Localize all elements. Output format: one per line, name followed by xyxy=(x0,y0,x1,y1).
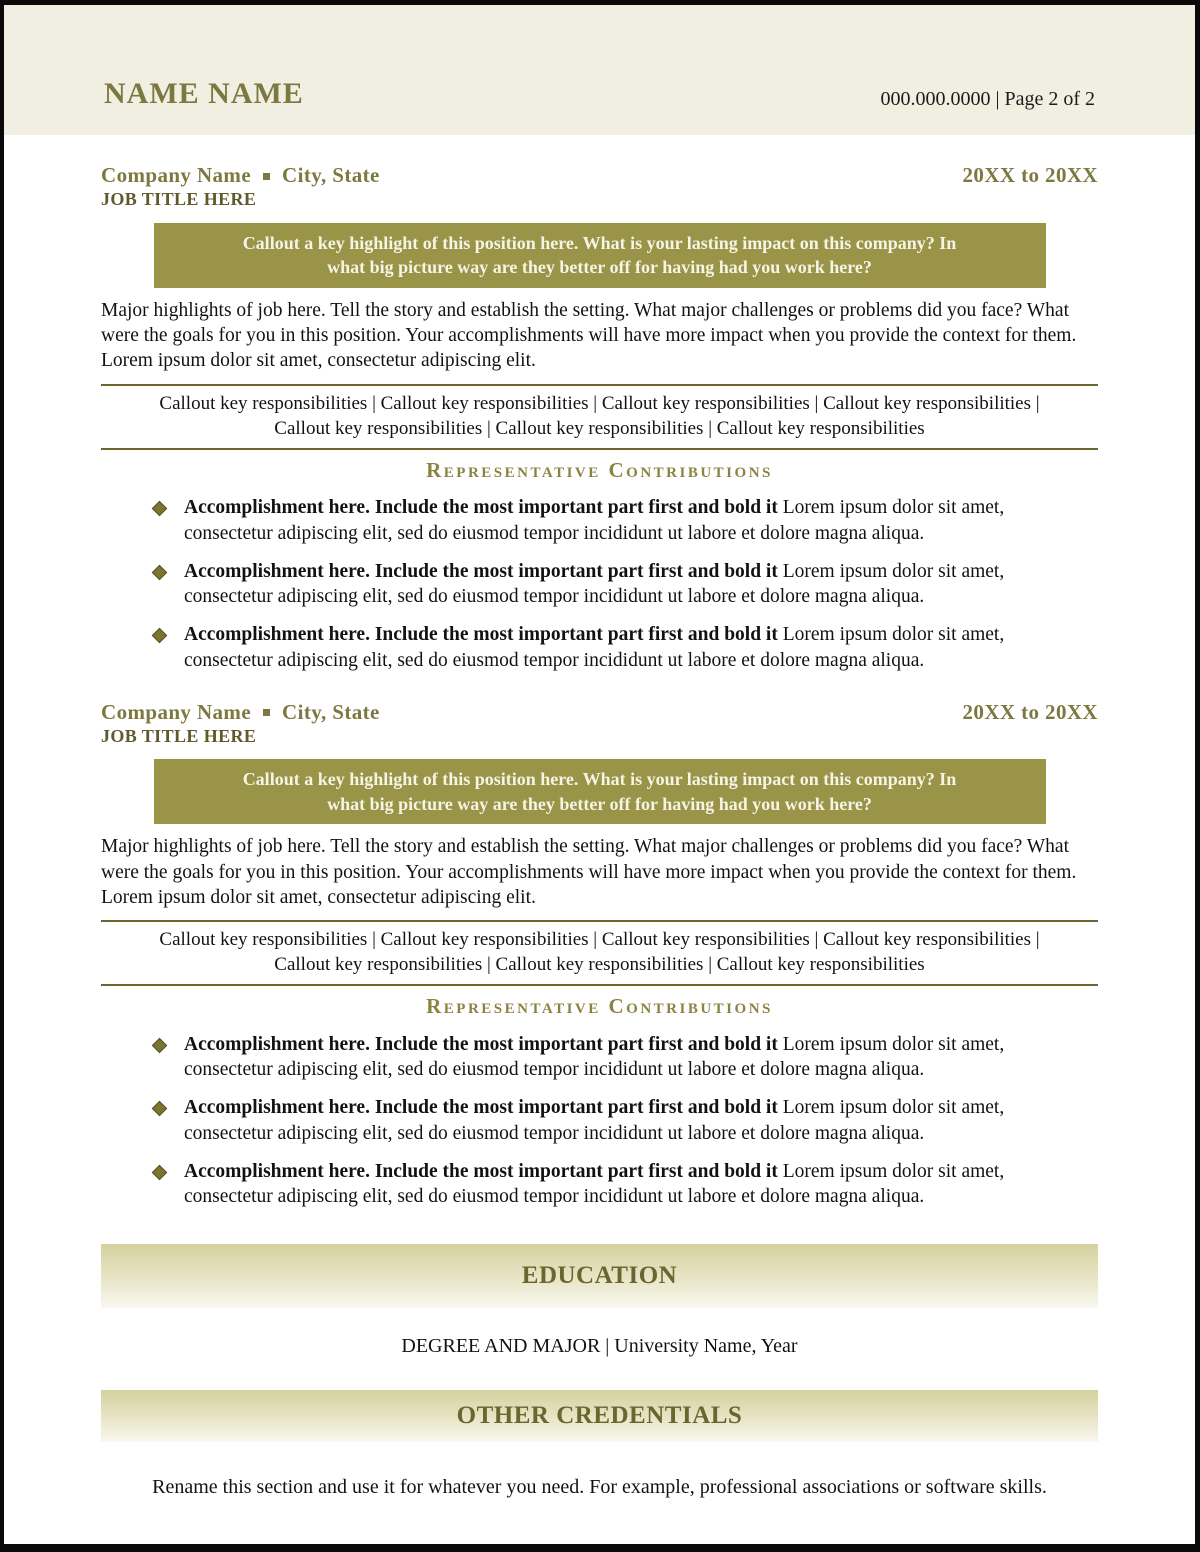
key-responsibilities-block xyxy=(101,384,1098,450)
accomplishment-item xyxy=(101,622,1098,673)
square-separator-icon xyxy=(263,709,270,716)
education-heading: EDUCATION xyxy=(521,1262,678,1290)
other-credentials-section-banner xyxy=(101,1390,1098,1442)
accomplishment-item xyxy=(101,1095,1098,1146)
callout-line-2: what big picture way are they better off for having had you work here? xyxy=(327,793,872,814)
company-location xyxy=(101,700,380,724)
accomplishment-bold-text: Accomplishment here. Include the most important part first and bold it xyxy=(184,560,778,582)
accomplishment-body-text: Lorem ipsum dolor sit amet, consectetur adipiscing elit, sed do eiusmod tempor incididunt ut labore et dolore magna aliqua. xyxy=(184,1033,1005,1081)
job-entry-1 xyxy=(101,163,1098,674)
accomplishment-body-text: Lorem ipsum dolor sit amet, consectetur adipiscing elit, sed do eiusmod tempor incididunt ut labore et dolore magna aliqua. xyxy=(184,1097,1005,1144)
accomplishment-bold-text: Accomplishment here. Include the most important part first and bold it xyxy=(184,1160,778,1182)
accomplishment-item xyxy=(101,495,1098,546)
accomplishment-body-text: Lorem ipsum dolor sit amet, consectetur adipiscing elit, sed do eiusmod tempor incididunt ut labore et dolore magna aliqua. xyxy=(184,624,1005,671)
responsibilities-line-1: Callout key responsibilities | Callout key responsibilities | Callout key responsibilities | Callout key responsibilities | xyxy=(159,929,1040,951)
highlight-callout-box xyxy=(154,223,1046,288)
accomplishment-list xyxy=(101,495,1098,673)
education-section-banner xyxy=(101,1244,1098,1308)
job-summary-paragraph: Major highlights of job here. Tell the story and establish the setting. What major challenges or problems did you face? What were the goals for you in this position. Your accomplishments will have more impact when you provide the context for them. Lorem ipsum dolor sit amet, consectetur adipiscing elit. xyxy=(101,836,1077,908)
accomplishment-item xyxy=(101,559,1098,610)
contact-page-info: 000.000.0000 | Page 2 of 2 xyxy=(880,88,1095,110)
responsibilities-line-2: Callout key responsibilities | Callout key responsibilities | Callout key responsibilities xyxy=(274,417,925,439)
company-city-state: City, State xyxy=(282,699,380,724)
other-credentials-note: Rename this section and use it for whatever you need. For example, professional associations or software skills. xyxy=(152,1476,1047,1499)
representative-contributions-heading: Representative Contributions xyxy=(426,994,773,1019)
company-row xyxy=(101,700,1098,724)
diamond-bullet-icon xyxy=(152,564,168,580)
diamond-bullet-icon xyxy=(152,501,168,517)
job-dates: 20XX to 20XX xyxy=(962,163,1098,187)
job-dates: 20XX to 20XX xyxy=(962,699,1098,724)
key-responsibilities-block xyxy=(101,920,1098,986)
company-location xyxy=(101,163,380,187)
responsibilities-line-1: Callout key responsibilities | Callout key responsibilities | Callout key responsibilities | Callout key responsibilities | xyxy=(159,392,1040,414)
diamond-bullet-icon xyxy=(152,1164,168,1180)
company-name: Company Name xyxy=(101,163,252,187)
job-entry-2 xyxy=(101,700,1098,1211)
job-summary-paragraph: Major highlights of job here. Tell the story and establish the setting. What major challenges or problems did you face? What were the goals for you in this position. Your accomplishments will have more impact when you provide the context for them. Lorem ipsum dolor sit amet, consectetur adipiscing elit. xyxy=(101,299,1077,372)
page-header xyxy=(4,5,1195,135)
accomplishment-bold-text: Accomplishment here. Include the most important part first and bold it xyxy=(184,1033,778,1055)
accomplishment-bold-text: Accomplishment here. Include the most important part first and bold it xyxy=(184,1097,778,1119)
degree-entry: DEGREE AND MAJOR | University Name, Year xyxy=(401,1335,798,1358)
diamond-bullet-icon xyxy=(152,1101,168,1117)
other-credentials-heading: OTHER CREDENTIALS xyxy=(456,1402,743,1430)
accomplishment-list xyxy=(101,1032,1098,1210)
highlight-callout-box xyxy=(154,759,1046,824)
person-name: NAME NAME xyxy=(104,77,304,110)
accomplishment-bold-text: Accomplishment here. Include the most important part first and bold it xyxy=(184,497,778,519)
job-title: JOB TITLE HERE xyxy=(101,189,257,210)
square-separator-icon xyxy=(263,173,270,180)
accomplishment-item xyxy=(101,1159,1098,1210)
company-row xyxy=(101,163,1098,187)
accomplishment-body-text: Lorem ipsum dolor sit amet, consectetur adipiscing elit, sed do eiusmod tempor incididunt ut labore et dolore magna aliqua. xyxy=(184,560,1005,608)
callout-line-1: Callout a key highlight of this position here. What is your lasting impact on this company? In xyxy=(242,769,957,790)
company-name: Company Name xyxy=(101,699,252,724)
accomplishment-item xyxy=(101,1032,1098,1083)
accomplishment-body-text: Lorem ipsum dolor sit amet, consectetur adipiscing elit, sed do eiusmod tempor incididunt ut labore et dolore magna aliqua. xyxy=(184,497,1005,544)
accomplishment-bold-text: Accomplishment here. Include the most important part first and bold it xyxy=(184,624,778,646)
responsibilities-line-2: Callout key responsibilities | Callout key responsibilities | Callout key responsibilities xyxy=(274,954,925,976)
accomplishment-body-text: Lorem ipsum dolor sit amet, consectetur adipiscing elit, sed do eiusmod tempor incididunt ut labore et dolore magna aliqua. xyxy=(184,1160,1005,1208)
callout-line-1: Callout a key highlight of this position here. What is your lasting impact on this company? In xyxy=(242,232,957,253)
job-title: JOB TITLE HERE xyxy=(101,725,257,746)
diamond-bullet-icon xyxy=(152,628,168,644)
page-content xyxy=(4,163,1195,1499)
representative-contributions-heading: Representative Contributions xyxy=(426,457,773,482)
company-city-state: City, State xyxy=(282,163,380,187)
diamond-bullet-icon xyxy=(152,1037,168,1053)
callout-line-2: what big picture way are they better off for having had you work here? xyxy=(327,257,872,278)
